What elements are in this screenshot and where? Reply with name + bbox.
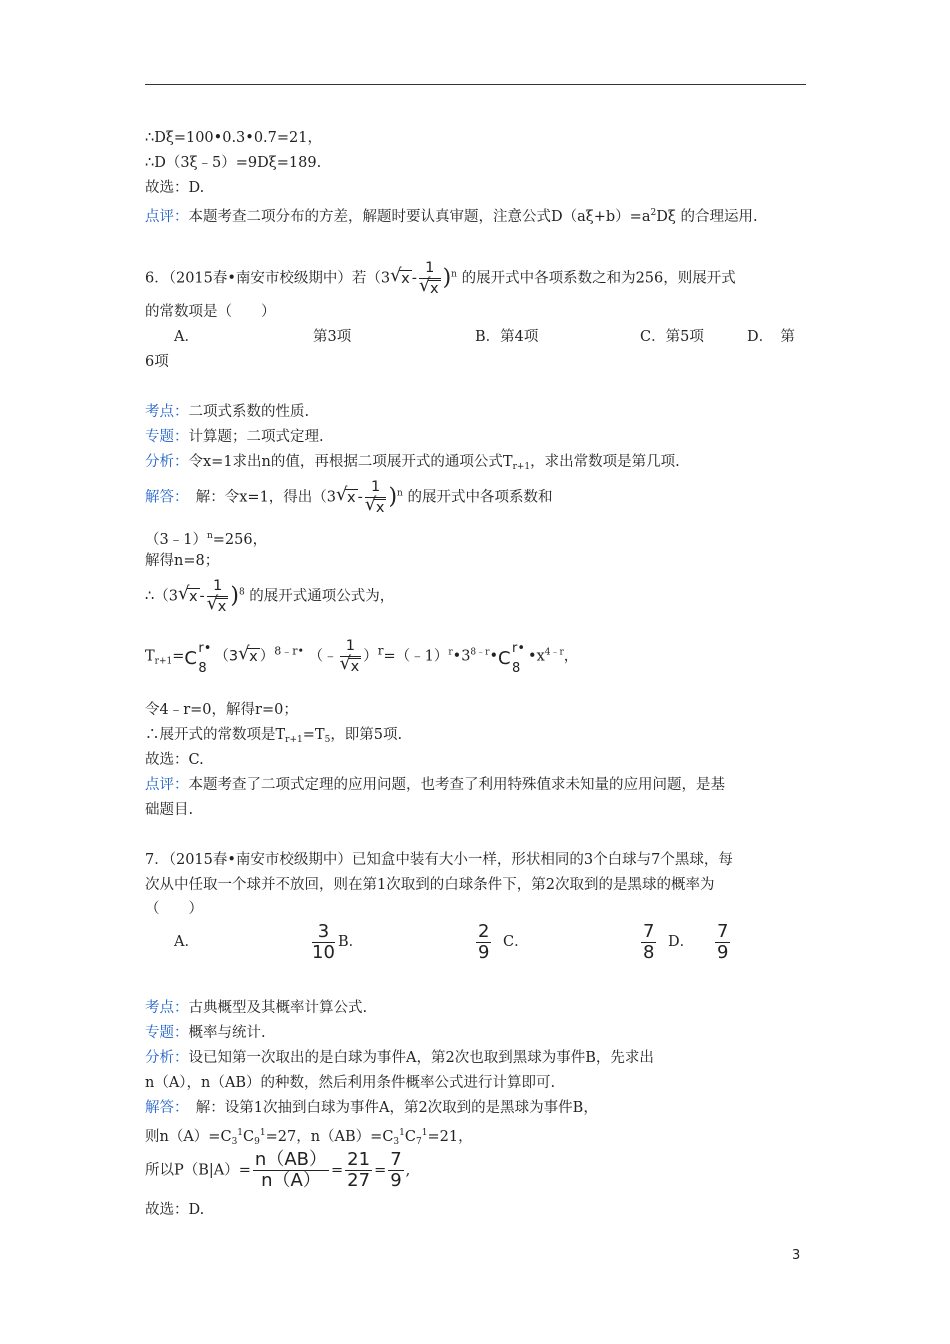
jieda-label: 解答： (145, 1100, 182, 1116)
stem-text: 的展开式中各项系数之和为256，则展开式 (456, 270, 736, 287)
text-line: ∴Dξ=100•0.3•0.7=21， (145, 130, 322, 146)
fenxi-line: 分析：令x=1求出n的值，再根据二项展开式的通项公式$T_{r+1}$，求出常数项是第几项. (145, 454, 680, 472)
general-term-line: $T_{r+1}=$ C r• 8 （3 √ x ）$^{8﹣r•}$ （﹣ 1 √ x ）$^r=(﹣1)^r•3^{8﹣r}•$ C r• 8 $•x^{4﹣r}$， (145, 638, 579, 676)
jieda-label: 解答： (145, 489, 182, 506)
stem-text: 6．（2015春•南安市校级期中）若（3 (145, 270, 391, 287)
probability-line: 所以P（B|A）= $\frac{n(AB)}{n(A)}$ = $\frac{21}{27}$ = $\frac{7}{9}$ , (145, 1149, 411, 1191)
text-line: 故选：D. (145, 180, 205, 196)
sqrt-x: √ x (390, 264, 410, 287)
kaodian-label: 考点： (145, 1000, 189, 1016)
option-b-fraction: $\frac{2}{9}$ (478, 921, 490, 963)
zhuanti-line: 专题：计算题；二项式定理. (145, 429, 324, 445)
fenxi-line: 分析：设已知第一次取出的是白球为事件A，第2次也取到黑球为事件B，先求出 (145, 1050, 654, 1066)
dianping-label: 点评： (145, 777, 189, 793)
option-d-fraction: $\frac{7}{9}$ (717, 921, 729, 963)
question-7-stem-cont: （ ） (145, 901, 203, 917)
comment-line (145, 203, 758, 227)
choose-line: 故选：D. (145, 1202, 205, 1218)
comment-label: 点评： (145, 209, 189, 225)
comment-text: 本题考查二项分布的方差，解题时要认真审题，注意公式D（aξ+b）=a (188, 209, 651, 225)
jieda-line: 解答： 解：设第1次抽到白球为事件A，第2次取到的是黑球为事件B， (145, 1100, 598, 1116)
option-a-fraction: $\frac{3}{10}$ (312, 921, 335, 963)
fenxi-label: 分析： (145, 1050, 189, 1066)
count-line: 则$n(A)=C_3^1C_9^1=27$，$n(AB)=C_3^1C_7^1=21$， (145, 1128, 473, 1147)
option-c-fraction: $\frac{7}{8}$ (643, 921, 655, 963)
option-d[interactable]: D． 第 (747, 329, 795, 345)
option-c[interactable]: C． (503, 934, 529, 950)
zhuanti-label: 专题： (145, 429, 189, 445)
option-a[interactable]: A． (174, 329, 199, 345)
exponent: n (451, 269, 457, 280)
therefore-line: ∴（3 √ x - 1 √ x )$^8$ 的展开式通项公式为， (145, 578, 395, 615)
question-6-stem-cont: 的常数项是（ ） (145, 304, 276, 320)
sum-line: （3﹣1）$^n$=256， (145, 531, 268, 548)
question-7-stem: 7．（2015春•南安市校级期中）已知盒中装有大小一样，形状相同的3个白球与7个黑球，每 (145, 852, 733, 868)
fraction: 1 √ x (418, 260, 439, 297)
comment-text: Dξ 的合理运用. (656, 209, 758, 225)
dianping-line-cont: 础题目. (145, 802, 194, 818)
fenxi-label: 分析： (145, 454, 189, 470)
let-line: 令4﹣r=0，解得r=0； (145, 702, 298, 718)
dianping-line: 点评：本题考查了二项式定理的应用问题，也考查了利用特殊值求未知量的应用问题，是基 (145, 777, 725, 793)
header-rule (145, 84, 806, 85)
kaodian-line: 考点：古典概型及其概率计算公式. (145, 1000, 368, 1016)
minus-sign: - (411, 270, 417, 287)
text-line: ∴D（3ξ﹣5）=9Dξ=189. (145, 155, 322, 171)
option-b[interactable]: B． (338, 934, 364, 950)
option-a[interactable]: A． (174, 934, 199, 950)
fenxi-line-cont: n（A），n（AB）的种数，然后利用条件概率公式进行计算即可. (145, 1075, 556, 1091)
page-number: 3 (792, 1248, 801, 1263)
n-line: 解得n=8； (145, 553, 220, 569)
choose-line: 故选：C. (145, 752, 204, 768)
option-d[interactable]: D． (668, 934, 695, 950)
combination: C r• 8 (184, 640, 212, 676)
superscript: 2 (650, 208, 657, 218)
kaodian-line: 考点：二项式系数的性质. (145, 404, 310, 420)
zhuanti-line: 专题：概率与统计. (145, 1025, 266, 1041)
kaodian-label: 考点： (145, 404, 189, 420)
jieda-line: 解答： 解：令x=1，得出（3 √ x - 1 √ x )$^n$ 的展开式中各项系数和 (145, 479, 553, 516)
zhuanti-label: 专题： (145, 1025, 189, 1041)
paren: ) (442, 265, 452, 291)
question-7-stem-cont: 次从中任取一个球并不放回，则在第1次取到的白球条件下，第2次取到的是黑球的概率为 (145, 877, 715, 893)
const-line: ∴展开式的常数项是$T_{r+1}=T_5$，即第5项. (145, 727, 403, 745)
option-b[interactable]: B．第4项 (475, 329, 539, 345)
question-6-stem (145, 258, 736, 299)
option-d-wrap: 6项 (145, 354, 169, 370)
option-c[interactable]: C．第5项 (640, 329, 704, 345)
option-a-value: 第3项 (313, 329, 352, 345)
